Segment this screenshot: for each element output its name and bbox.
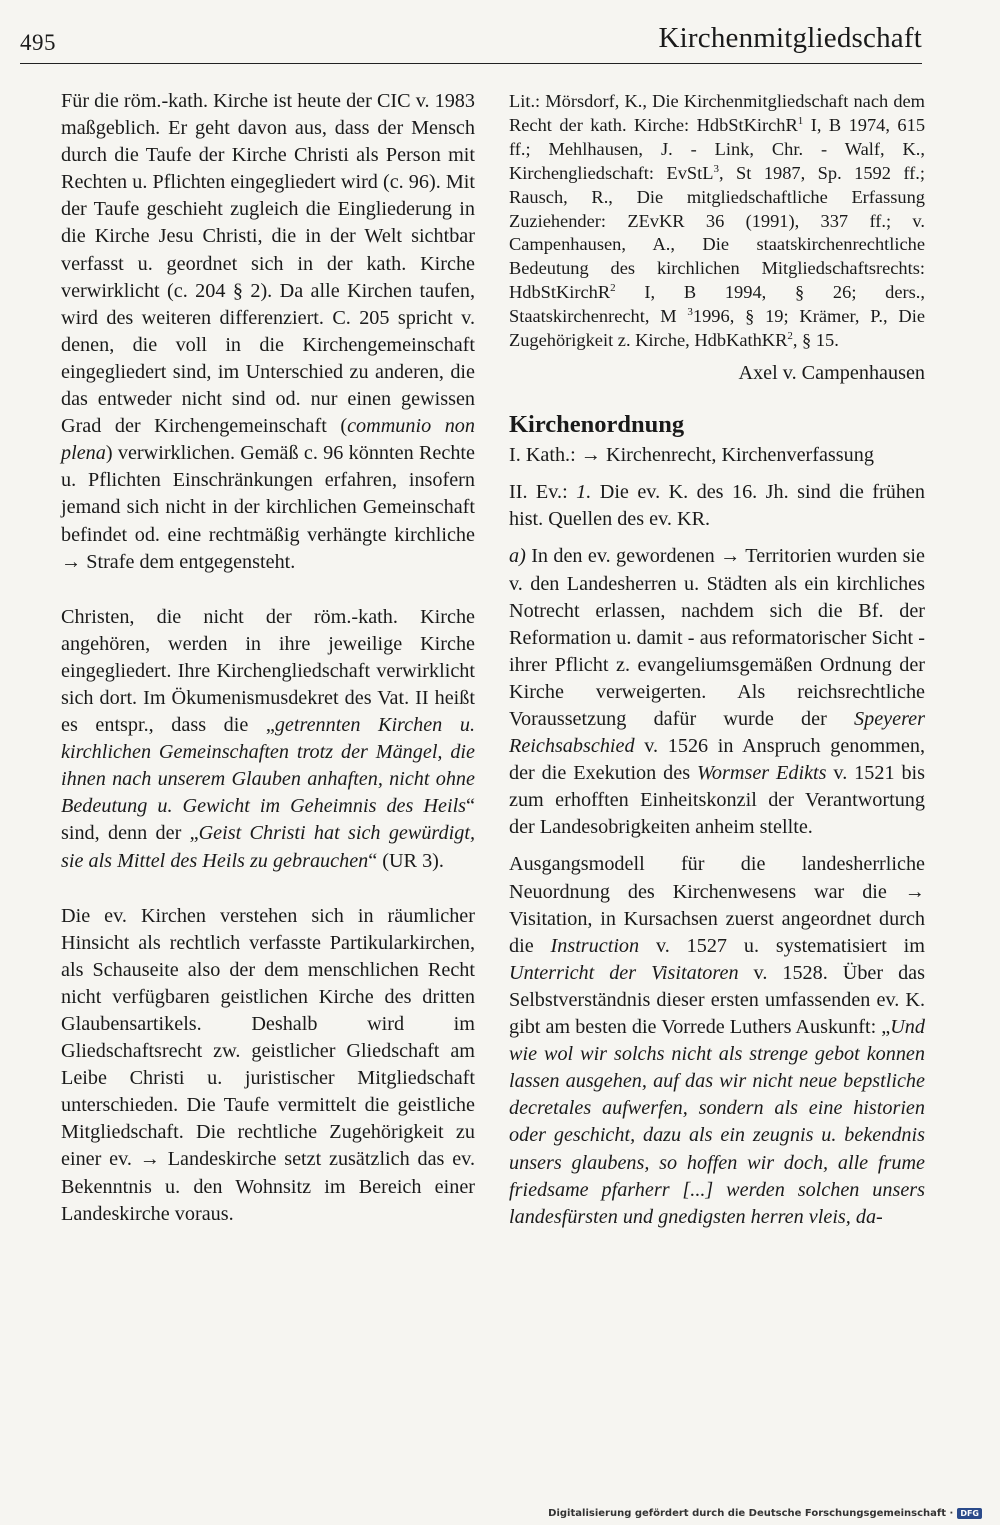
paragraph-christen	[61, 604, 475, 875]
italic-quote: Geist Christi hat sich gewürdigt, sie als Mittel des Heils zu gebrauchen	[61, 822, 475, 872]
italic-term: Instruction	[550, 934, 640, 957]
paragraph-text: “ sind, denn der „	[61, 795, 475, 845]
superscript: 3	[713, 162, 719, 175]
paragraph-text: Für die röm.-kath. Kirche ist heute der CIC v. 1983 maßgeblich. Er geht davon aus, dass der Mensch durch die Taufe der Kirche Christi als Person mit Rechten u. Pflichten eingegliedert wird (c. 96). Mit der Taufe geschieht zugleich die Eingliederung in die Kirche Jesu Christi, die in der Welt sichtbar verfasst u. geordnet sich in der kath. Kirche verwirklicht (c. 204 § 2). Da alle Kirchen taufen, wird des weiteren differenziert. C. 205 spricht v. denen, die voll in die Kirchengemeinschaft eingegliedert sind, im Unterschied zu anderen, die das entweder nicht sind od. nur einen gewissen Grad der Kirchengemeinschaft (	[61, 90, 475, 438]
paragraph-text: Die ev. K. des 16. Jh. sind die frühen hist. Quellen des ev. KR.	[509, 481, 925, 531]
italic-term: Speyerer Reichsabschied	[509, 708, 925, 758]
paragraph-visitation	[509, 851, 925, 1230]
literature-text: , § 15.	[792, 330, 839, 351]
superscript: 3	[687, 306, 693, 319]
page-number: 495	[20, 30, 56, 55]
right-column	[509, 90, 925, 1231]
italic-term: communio non plena	[61, 415, 475, 465]
italic-quote: Und wie wol wir solchs nicht als strenge gebot konnen lassen ausgehen, auf das wir nicht neue bepstliche decretales aufwerfen, sondern als eine historien oder geschicht, dazu als ein zeugnis u. bekendnis unsers glaubens, so hoffen wir doch, alle frume friedsame pfarherr [...] werden solchen unsers landesfürsten und gnedigsten herren vleis, da-	[509, 1016, 925, 1228]
paragraph-text: v. 1526 in Anspruch genommen, der die Exekution des	[509, 735, 925, 785]
literature-list	[509, 90, 925, 353]
paragraph-text: Ausgangsmodell für die landesherrliche Neuordnung des Kirchenwesens war die → Visitation, in Kursachsen zuerst angeordnet durch die	[509, 853, 925, 957]
paragraph-text: In den ev. gewordenen → Territorien wurden sie v. den Landesherren u. Städten als ein kirchliches Notrecht erlassen, nachdem sich die Bf. der Reformation u. damit - aus reformatorischer Sicht - ihrer Pflicht z. evangeliumsgemäßen Ordnung der Kirche verweigerten. Als reichsrechtliche Voraussetzung dafür wurde der	[509, 545, 925, 730]
footer-text: Digitalisierung gefördert durch die Deutsche Forschungsgemeinschaft ·	[548, 1508, 954, 1519]
paragraph-text: ) verwirklichen. Gemäß c. 96 könnten Rechte u. Pflichten Einschränkungen erfahren, insofern jemand sich nicht in der kirchlichen Gemeinschaft befindet od. eine rechtmäßig verhängte kirchliche → Strafe dem entgegensteht.	[61, 442, 475, 573]
paragraph-ev-kirchen: Die ev. Kirchen verstehen sich in räumlicher Hinsicht als rechtlich verfasste Partikularkirchen, als Schauseite also der dem menschlichen Recht nicht verfügbaren geistlichen Kirche des dritten Glaubensartikels. Deshalb wird im Gliedschaftsrecht zw. geistlicher Gliedschaft am Leibe Christi u. juristischer Mitgliedschaft unterschieden. Die Taufe vermittelt die geistliche Mitgliedschaft. Die rechtliche Zugehörigkeit zu einer ev. → Landeskirche setzt zusätzlich das ev. Bekenntnis u. den Wohnsitz im Bereich einer Landeskirche voraus.	[61, 904, 475, 1225]
left-column	[61, 88, 475, 1228]
paragraph-text: v. 1521 bis zum erhofften Einheitskonzil der Verantwortung der Landesobrigkeiten anheim stellte.	[509, 762, 926, 839]
running-head: Kirchenmitgliedschaft	[658, 22, 922, 54]
author-name: Axel v. Campenhausen	[738, 361, 925, 384]
superscript: 2	[610, 282, 616, 295]
section-number: 1.	[576, 481, 592, 504]
paragraph-text: Christen, die nicht der röm.-kath. Kirche angehören, werden in ihre jeweilige Kirche eingegliedert. Ihre Kirchengliedschaft verwirklicht sich dort. Im Ökumenismusdekret des Vat. II heißt es entspr., dass die „	[61, 605, 475, 737]
paragraph-a	[509, 543, 925, 841]
section-label: a)	[509, 545, 526, 568]
literature-text: , St 1987, Sp. 1592 ff.; Rausch, R., Die mitgliedschaftliche Erfassung Zuziehender: ZEvKR 36 (1991), 337 ff.; v. Campenhausen, A., Die staatskirchenrechtliche Bedeutung des kirchlichen Mitgliedschaftsrechts: HdbStKirchR	[509, 162, 925, 303]
literature-text: Lit.: Mörsdorf, K., Die Kirchenmitgliedschaft nach dem Recht der kath. Kirche: HdbStKirchR	[509, 91, 925, 135]
superscript: 2	[787, 329, 793, 342]
italic-quote: getrennten Kirchen u. kirchlichen Gemeinschaften trotz der Mängel, die ihnen nach unserem Glauben anhaften, nicht ohne Bedeutung u. Gewicht im Geheimnis des Heils	[61, 714, 475, 818]
literature-text: 1996, § 19; Krämer, P., Die Zugehörigkeit z. Kirche, HdbKathKR	[509, 306, 925, 351]
paragraph-cic	[61, 88, 475, 576]
dfg-logo: DFG	[957, 1508, 982, 1519]
digitization-footer	[548, 1508, 982, 1519]
article-title: Kirchenordnung	[509, 411, 685, 439]
literature-text: I, B 1994, § 26; ders., Staatskirchenrecht, M	[509, 282, 925, 327]
paragraph-text: v. 1527 u. systematisiert im	[639, 934, 925, 957]
header-rule	[20, 63, 922, 64]
italic-term: Wormser Edikts	[696, 762, 827, 785]
paragraph-ev	[509, 479, 925, 533]
italic-term: Unterricht der Visitatoren	[509, 961, 739, 984]
paragraph-kath: I. Kath.: → Kirchenrecht, Kirchenverfassung	[509, 444, 874, 467]
paragraph-text: II. Ev.:	[509, 481, 577, 504]
paragraph-text: v. 1528. Über das Selbstverständnis dieser ersten umfassenden ev. K. gibt am besten die Vorrede Luthers Auskunft: „	[509, 961, 925, 1039]
literature-text: I, B 1974, 615 ff.; Mehlhausen, J. - Link, Chr. - Walf, K., Kirchengliedschaft: EvStL	[509, 114, 926, 183]
paragraph-text: “ (UR 3).	[368, 849, 444, 872]
superscript: 1	[797, 114, 804, 127]
